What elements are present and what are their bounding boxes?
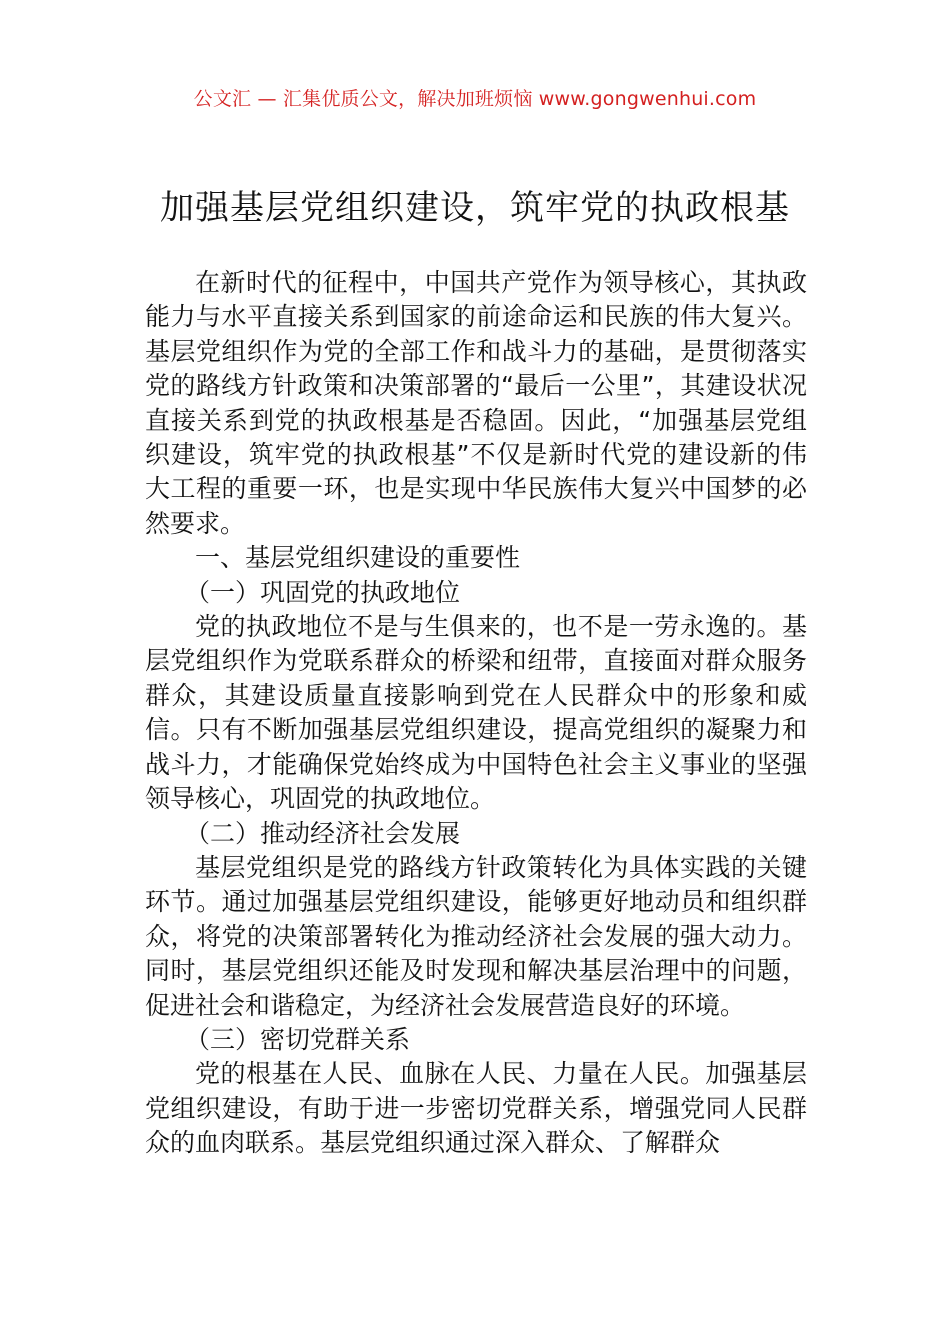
document-body (145, 266, 807, 1161)
body-paragraph-1: 党的执政地位不是与生俱来的，也不是一劳永逸的。基层党组织作为党联系群众的桥梁和纽带，直接面对群众服务群众，其建设质量直接影响到党在人民群众中的形象和威信。只有不断加强基层党组织建设，提高党组织的凝聚力和战斗力，才能确保党始终成为中国特色社会主义事业的坚强领导核心，巩固党的执政地位。 (145, 612, 807, 814)
subsection-heading-1: （一）巩固党的执政地位 (185, 577, 461, 607)
site-banner: 公文汇 — 汇集优质公文，解决加班烦恼 www.gongwenhui.com (193, 88, 757, 110)
document-title: 加强基层党组织建设，筑牢党的执政根基 (160, 188, 790, 228)
section-heading-1: 一、基层党组织建设的重要性 (195, 543, 521, 573)
intro-paragraph: 在新时代的征程中，中国共产党作为领导核心，其执政能力与水平直接关系到国家的前途命运和民族的伟大复兴。基层党组织作为党的全部工作和战斗力的基础，是贯彻落实党的路线方针政策和决策部署的“最后一公里”，其建设状况直接关系到党的执政根基是否稳固。因此，“加强基层党组织建设，筑牢党的执政根基”不仅是新时代党的建设新的伟大工程的重要一环，也是实现中华民族伟大复兴中国梦的必然要求。 (145, 268, 807, 538)
body-paragraph-2: 基层党组织是党的路线方针政策转化为具体实践的关键环节。通过加强基层党组织建设，能够更好地动员和组织群众，将党的决策部署转化为推动经济社会发展的强大动力。同时，基层党组织还能及时发现和解决基层治理中的问题，促进社会和谐稳定，为经济社会发展营造良好的环境。 (145, 852, 807, 1020)
subsection-heading-3: （三）密切党群关系 (185, 1024, 411, 1054)
subsection-heading-2: （二）推动经济社会发展 (185, 818, 461, 848)
body-paragraph-3: 党的根基在人民、血脉在人民、力量在人民。加强基层党组织建设，有助于进一步密切党群关系，增强党同人民群众的血肉联系。基层党组织通过深入群众、了解群众 (145, 1059, 807, 1158)
